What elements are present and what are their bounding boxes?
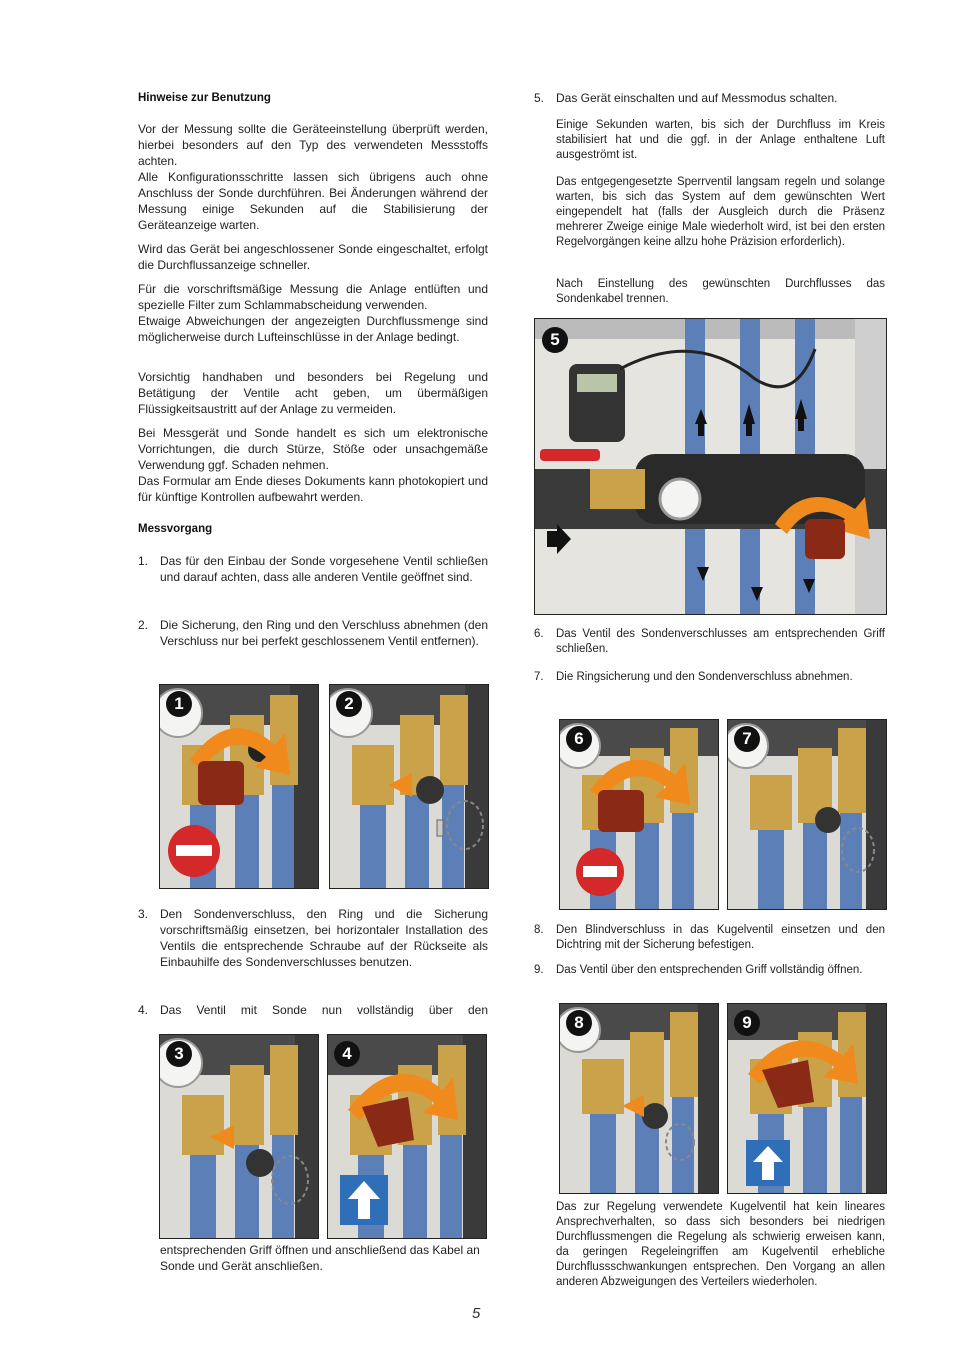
heading-usage: Hinweise zur Benutzung: [138, 92, 271, 104]
para-usage-1b: Alle Konfigurationsschritte lassen sich übrigens auch ohne Anschluss der Sonde durchführen. Bei Änderungen während der Messung einige Sekunden auf die Stabilisierung der Geräteanzeige warten.: [138, 170, 488, 232]
step-4: [138, 1002, 488, 1018]
step-5: [534, 90, 885, 106]
step-2: [138, 617, 488, 649]
step-text: Die Ringsicherung und den Sondenverschluss abnehmen.: [556, 671, 853, 683]
figure-9-badge: 9: [734, 1010, 760, 1036]
step-4-continued: entsprechenden Griff öffnen und anschließend das Kabel an Sonde und Gerät anschließen.: [160, 1243, 480, 1273]
step-text: Das für den Einbau der Sonde vorgesehene Ventil schließen und darauf achten, dass alle anderen Ventile geöffnet sind.: [160, 554, 488, 584]
step-number: 6.: [534, 628, 544, 640]
figure-4-badge: 4: [334, 1041, 360, 1067]
step-text: Den Blindverschluss in das Kugelventil einsetzen und den Dichtring mit der Sicherung befestigen.: [556, 924, 885, 951]
para-usage-1: Vor der Messung sollte die Geräteeinstellung überprüft werden, hierbei besonders auf den Typ des verwendeten Messstoffs achten.: [138, 122, 488, 168]
step-number: 2.: [138, 618, 149, 632]
figure-9-photo: [727, 1003, 887, 1194]
step-text: Die Sicherung, den Ring und den Verschluss abnehmen (den Verschluss nur bei perfekt geschlossenem Ventil entfernen).: [160, 618, 488, 648]
heading-process: Messvorgang: [138, 523, 213, 535]
figure-7-badge: 7: [734, 726, 760, 752]
step-1: [138, 553, 488, 585]
para-usage-4: Vorsichtig handhaben und besonders bei Regelung und Betätigung der Ventile acht geben, um übermäßigen Flüssigkeitsaustritt auf der Anlage zu vermeiden.: [138, 370, 488, 416]
step-text: Das Ventil mit Sonde nun vollständig über den: [160, 1003, 488, 1017]
para-usage-5: Bei Messgerät und Sonde handelt es sich um elektronische Vorrichtungen, die durch Stürze, Stöße oder unsachgemäße Verwendung ggf. Schaden nehmen.: [138, 426, 488, 472]
figure-3-badge: 3: [166, 1041, 192, 1067]
figure-6-badge: 6: [566, 726, 592, 752]
step-text: Das Ventil des Sondenverschlusses am entsprechenden Griff schließen.: [556, 628, 885, 655]
step-text: Den Sondenverschluss, den Ring und die Sicherung vorschriftsmäßig einsetzen, bei horizontaler Installation des Ventils die entsprechende Schraube auf der Rückseite als Einbauhilfe des Sondenverschlusses benutzen.: [160, 907, 488, 969]
step-9: [534, 963, 885, 978]
final-note: Das zur Regelung verwendete Kugelventil hat kein lineares Ansprechverhalten, so dass sich besonders bei niedrigen Durchflussmengen die Regelung als schwierig erweisen kann, da geringen Regeleingriffen am Kugelventil erhebliche Durchflussschwankungen entsprechen. Den Vorgang an allen anderen Abzweigungen des Verteilers wiederholen.: [556, 1201, 885, 1288]
figure-4-photo: [327, 1034, 487, 1239]
step-number: 3.: [138, 907, 149, 921]
figure-1-photo: [159, 684, 319, 889]
step-5-note-b: Das entgegengesetzte Sperrventil langsam regeln und solange warten, bis sich das System auf dem gewünschten Wert eingependelt hat (falls der Ausgleich durch die Präsenz mehrerer Zweige einige Male wiederholt wird, ist bei den ersten Regelvorgängen keine allzu hohe Präzision erforderlich).: [556, 176, 885, 248]
step-number: 1.: [138, 554, 149, 568]
page-number: 5: [472, 1305, 481, 1322]
figure-7-photo: [727, 719, 887, 910]
step-text: Das Gerät einschalten und auf Messmodus schalten.: [556, 91, 838, 105]
figure-3-photo: [159, 1034, 319, 1239]
step-5-note-c: Nach Einstellung des gewünschten Durchflusses das Sondenkabel trennen.: [556, 278, 885, 305]
figure-5-badge: 5: [542, 327, 568, 353]
para-usage-2: Wird das Gerät bei angeschlossener Sonde eingeschaltet, erfolgt die Durchflussanzeige schneller.: [138, 242, 488, 272]
step-number: 7.: [534, 671, 544, 683]
step-number: 8.: [534, 924, 544, 936]
para-usage-5b: Das Formular am Ende dieses Dokuments kann photokopiert und für künftige Kontrollen aufbewahrt werden.: [138, 474, 488, 504]
step-text: Das Ventil über den entsprechenden Griff vollständig öffnen.: [556, 964, 863, 976]
step-8: [534, 923, 885, 953]
figure-6-photo: [559, 719, 719, 910]
para-usage-3: Für die vorschriftsmäßige Messung die Anlage entlüften und spezielle Filter zum Schlammabscheidung verwenden.: [138, 282, 488, 312]
step-number: 5.: [534, 91, 545, 105]
figure-5-photo: [534, 318, 887, 615]
step-5-note-a: Einige Sekunden warten, bis sich der Durchfluss im Kreis stabilisiert hat und die ggf. in der Anlage enthaltene Luft ausgeströmt ist.: [556, 119, 885, 161]
figure-2-badge: 2: [336, 691, 362, 717]
figure-2-photo: [329, 684, 489, 889]
figure-8-photo: [559, 1003, 719, 1194]
figure-8-badge: 8: [566, 1010, 592, 1036]
step-6: [534, 627, 885, 657]
step-number: 9.: [534, 964, 544, 976]
figure-1-badge: 1: [166, 691, 192, 717]
para-usage-3b: Etwaige Abweichungen der angezeigten Durchflussmenge sind möglicherweise durch Lufteinschlüsse in der Anlage bedingt.: [138, 314, 488, 344]
step-number: 4.: [138, 1003, 149, 1017]
step-3: [138, 906, 488, 970]
step-7: [534, 670, 885, 685]
